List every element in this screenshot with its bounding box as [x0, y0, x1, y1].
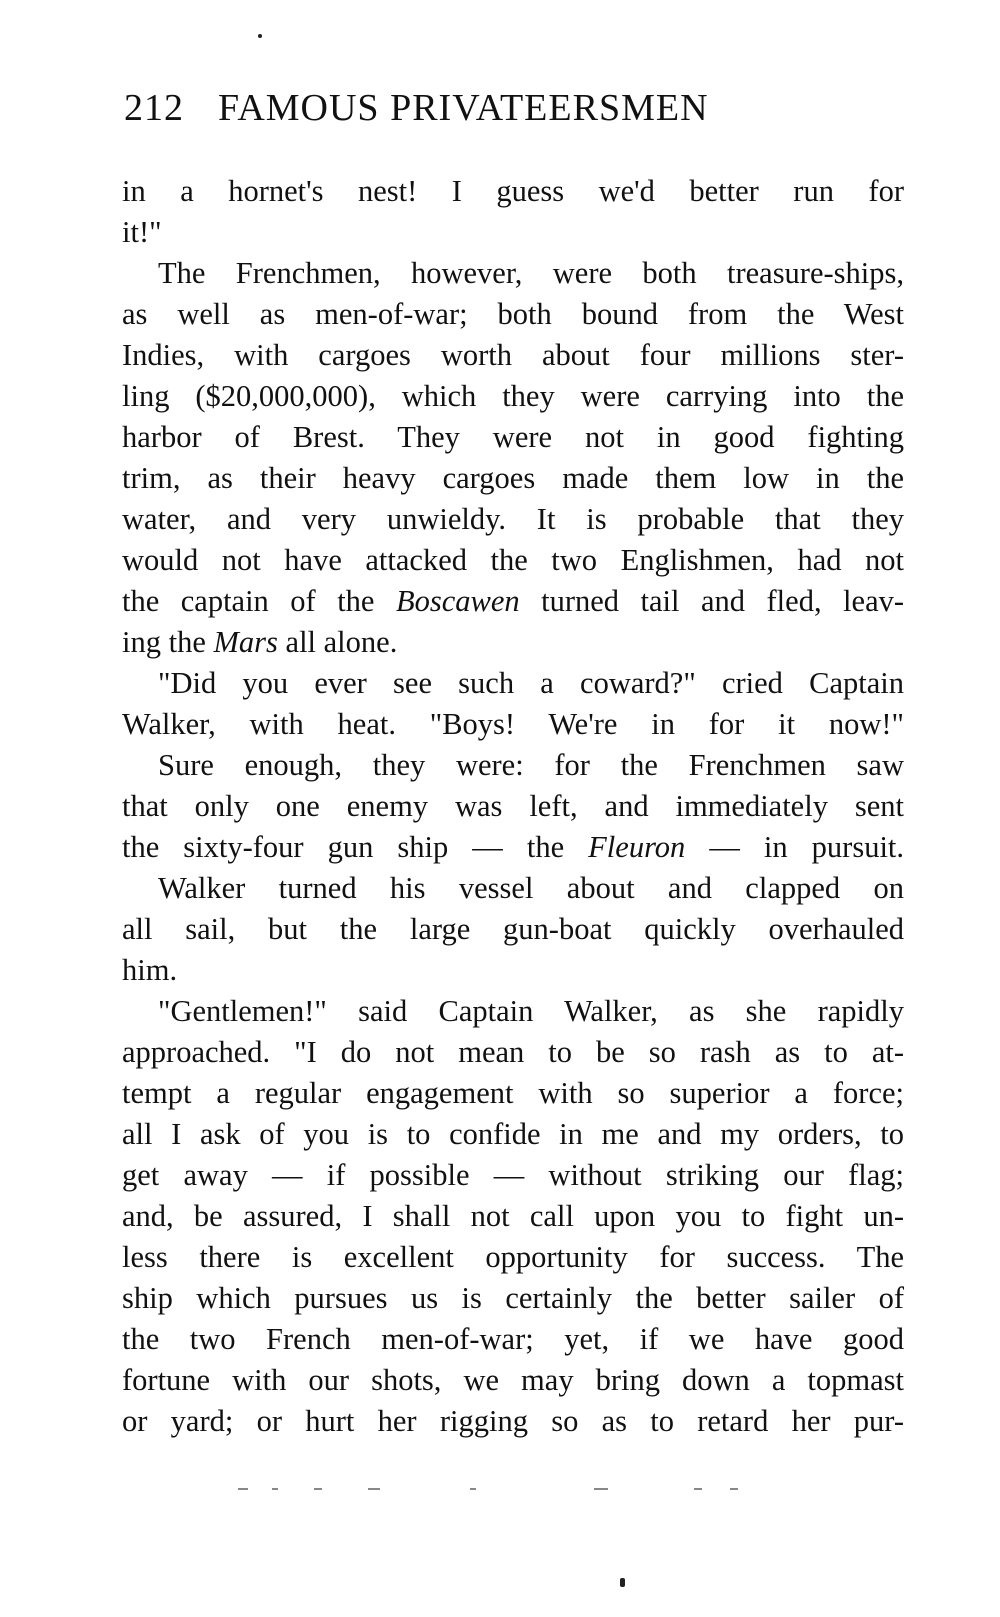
- text-line: him.: [122, 953, 178, 987]
- text-fragment: turned tail and fled, leav-: [541, 584, 905, 618]
- text-line: all sail, but the large gun-boat quickly overhauled: [122, 912, 904, 946]
- text-line: the two French men-of-war; yet, if we have good: [122, 1322, 904, 1356]
- text-line: Walker, with heat. "Boys! We're in for it now!": [122, 707, 904, 741]
- text-line: [122, 622, 904, 663]
- text-line: as well as men-of-war; both bound from the West: [122, 297, 904, 331]
- ink-speck-bottom: [620, 1578, 625, 1587]
- ship-name-mars: Mars: [213, 625, 278, 659]
- text-line: or yard; or hurt her rigging so as to retard her pur-: [122, 1404, 904, 1438]
- ship-name-fleuron: Fleuron: [588, 830, 686, 864]
- page-body: [122, 171, 904, 1442]
- text-line: Walker turned his vessel about and clapped on: [158, 871, 904, 905]
- ship-name-boscawen: Boscawen: [395, 584, 520, 618]
- text-fragment: the sixty-four gun ship — the: [122, 830, 565, 864]
- text-line: Indies, with cargoes worth about four millions ster-: [122, 338, 904, 372]
- text-fragment: ing the: [122, 625, 206, 659]
- text-line: "Did you ever see such a coward?" cried Captain: [158, 666, 904, 700]
- text-line: ling ($20,000,000), which they were carrying into the: [122, 379, 904, 413]
- faint-footer-marks: [238, 1488, 738, 1492]
- text-line: in a hornet's nest! I guess we'd better run for: [122, 174, 904, 208]
- text-line: and, be assured, I shall not call upon you to fight un-: [122, 1199, 904, 1233]
- text-line: harbor of Brest. They were not in good fighting: [122, 420, 904, 454]
- text-line: less there is excellent opportunity for success. The: [122, 1240, 904, 1274]
- text-line: it!": [122, 215, 162, 249]
- page-number: 212: [124, 87, 184, 129]
- text-fragment: — in pursuit.: [709, 830, 905, 864]
- text-fragment: all alone.: [285, 625, 398, 659]
- running-title: FAMOUS PRIVATEERSMEN: [218, 87, 709, 129]
- text-line: [122, 827, 904, 868]
- text-line: trim, as their heavy cargoes made them low in the: [122, 461, 904, 495]
- text-line: ship which pursues us is certainly the better sailer of: [122, 1281, 904, 1315]
- running-header: [124, 86, 924, 136]
- text-line: approached. "I do not mean to be so rash as to at-: [122, 1035, 904, 1069]
- text-line: that only one enemy was left, and immediately sent: [122, 789, 904, 823]
- text-line: "Gentlemen!" said Captain Walker, as she rapidly: [158, 994, 904, 1028]
- ink-speck-top: [258, 34, 262, 38]
- text-line: The Frenchmen, however, were both treasure-ships,: [158, 256, 904, 290]
- text-line: tempt a regular engagement with so superior a force;: [122, 1076, 904, 1110]
- text-line: water, and very unwieldy. It is probable that they: [122, 502, 904, 536]
- text-line: [122, 581, 904, 622]
- text-line: fortune with our shots, we may bring down a topmast: [122, 1363, 904, 1397]
- text-line: get away — if possible — without striking our flag;: [122, 1158, 904, 1192]
- text-line: all I ask of you is to confide in me and my orders, to: [122, 1117, 904, 1151]
- text-line: would not have attacked the two Englishmen, had not: [122, 543, 904, 577]
- text-line: Sure enough, they were: for the Frenchmen saw: [158, 748, 904, 782]
- text-fragment: the captain of the: [122, 584, 375, 618]
